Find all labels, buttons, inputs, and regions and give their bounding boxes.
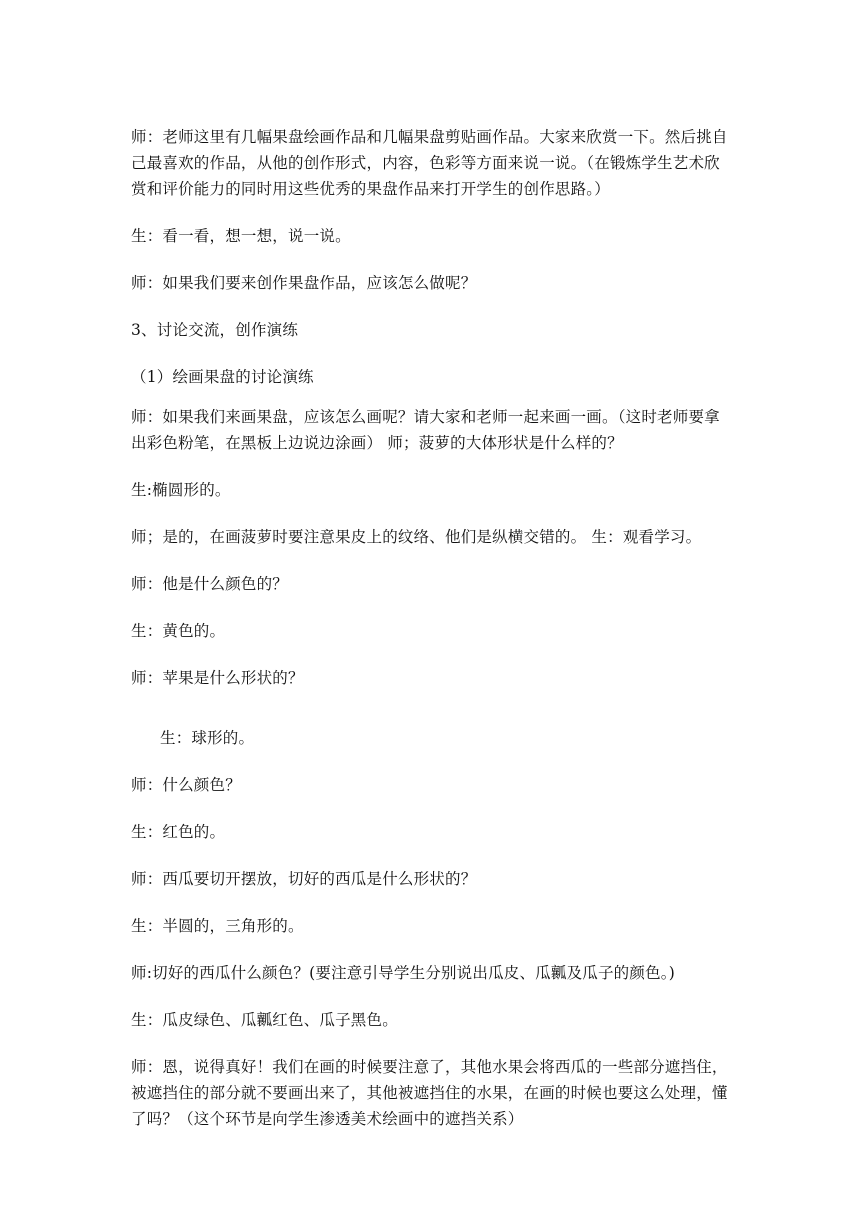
- subsection-heading-drawing: （1）绘画果盘的讨论演练: [131, 368, 314, 386]
- paragraph-teacher-color-question: 师：他是什么颜色的？: [131, 575, 289, 593]
- paragraph-teacher-watermelon-color: 师:切好的西瓜什么颜色？(要注意引导学生分别说出瓜皮、瓜瓤及瓜子的颜色。): [131, 964, 675, 982]
- paragraph-teacher-draw-together: 师：如果我们来画果盘，应该怎么画呢？请大家和老师一起来画一画。（这时老师要拿出彩色粉笔，在黑板上边说边涂画） 师；菠萝的大体形状是什么样的？: [131, 408, 720, 452]
- paragraph-student-red: 生：红色的。: [131, 823, 226, 841]
- paragraph-student-oval: 生:椭圆形的。: [131, 481, 231, 499]
- paragraph-teacher-watermelon-shape: 师：西瓜要切开摆放，切好的西瓜是什么形状的？: [131, 870, 477, 888]
- paragraph-student-semicircle: 生：半圆的，三角形的。: [131, 917, 304, 935]
- paragraph-teacher-how-create: 师：如果我们要来创作果盘作品，应该怎么做呢？: [131, 274, 477, 292]
- paragraph-teacher-what-color: 师：什么颜色？: [131, 776, 241, 794]
- paragraph-teacher-occlusion: 师：恩，说得真好！我们在画的时候要注意了，其他水果会将西瓜的一些部分遮挡住，被遮挡住的部分就不要画出来了，其他被遮挡住的水果，在画的时候也要这么处理，懂了吗？（这个环节是向学生渗透美术绘画中的遮挡关系）: [131, 1058, 728, 1128]
- paragraph-student-watermelon-colors: 生：瓜皮绿色、瓜瓤红色、瓜子黑色。: [131, 1011, 398, 1029]
- section-heading-discussion: 3、讨论交流，创作演练: [131, 321, 299, 339]
- paragraph-student-look: 生：看一看，想一想，说一说。: [131, 227, 351, 245]
- document-body: [131, 124, 731, 1153]
- paragraph-student-sphere: 生：球形的。: [160, 729, 255, 747]
- paragraph-student-yellow: 生：黄色的。: [131, 622, 226, 640]
- paragraph-teacher-appreciation: 师：老师这里有几幅果盘绘画作品和几幅果盘剪贴画作品。大家来欣赏一下。然后挑自己最喜欢的作品，从他的创作形式，内容，色彩等方面来说一说。（在锻炼学生艺术欣赏和评价能力的同时用这些优秀的果盘作品来打开学生的创作思路。）: [131, 128, 728, 198]
- paragraph-teacher-pineapple-texture: 师；是的，在画菠萝时要注意果皮上的纹络、他们是纵横交错的。 生：观看学习。: [131, 528, 702, 546]
- paragraph-teacher-apple-shape: 师：苹果是什么形状的？: [131, 669, 304, 687]
